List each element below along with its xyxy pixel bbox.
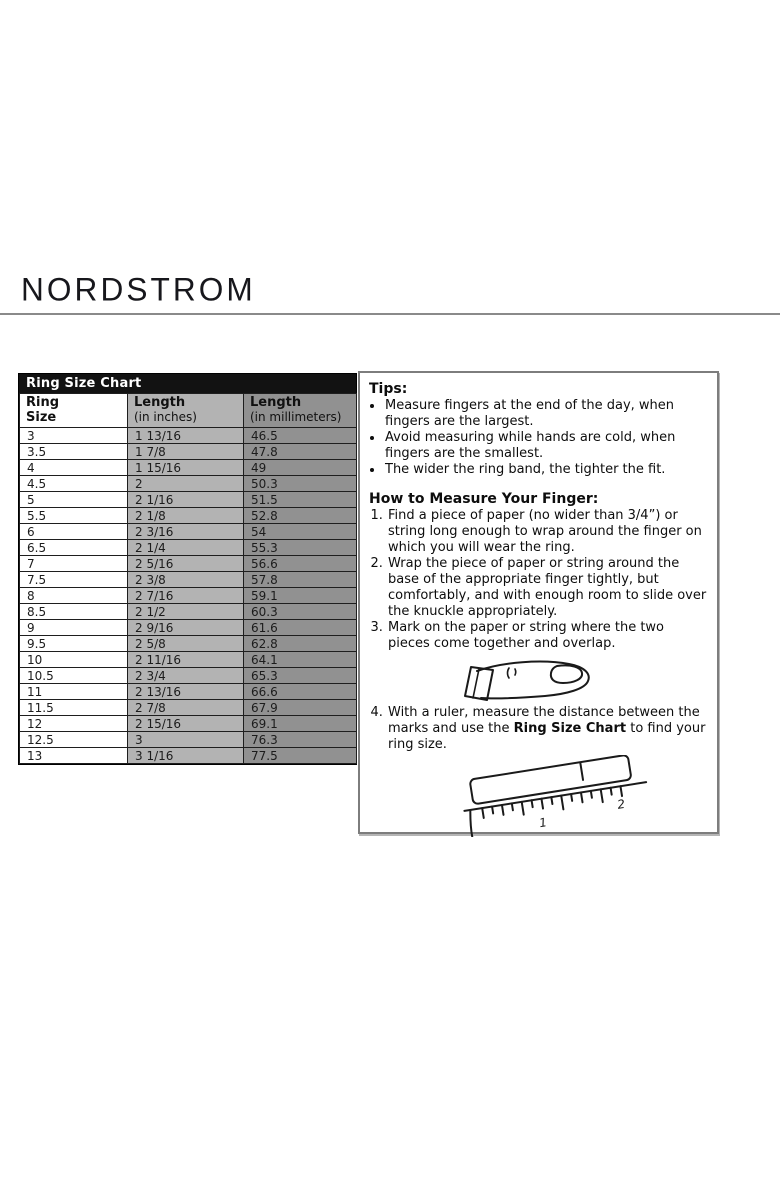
cell-length-mm: 66.6 [244, 684, 357, 700]
cell-length-inches: 2 1/2 [128, 604, 244, 620]
tip-item: • The wider the ring band, the tighter the fit. [384, 462, 709, 478]
cell-length-inches: 2 15/16 [128, 716, 244, 732]
cell-ring-size: 12 [20, 716, 128, 732]
cell-length-mm: 56.6 [244, 556, 357, 572]
table-row [20, 716, 357, 732]
cell-ring-size: 6 [20, 524, 128, 540]
header-length-inches [128, 394, 244, 428]
tips-list [369, 398, 709, 478]
table-row [20, 460, 357, 476]
cell-length-inches: 2 11/16 [128, 652, 244, 668]
cell-ring-size: 5.5 [20, 508, 128, 524]
cell-length-inches: 2 [128, 476, 244, 492]
cell-length-mm: 49 [244, 460, 357, 476]
cell-length-mm: 47.8 [244, 444, 357, 460]
cell-ring-size: 7 [20, 556, 128, 572]
cell-length-inches: 1 13/16 [128, 428, 244, 444]
step4-text-end: to find your ring size. [388, 721, 706, 752]
table-row [20, 636, 357, 652]
steps-list-continued [369, 705, 709, 753]
ring-size-chart [18, 373, 357, 765]
cell-length-mm: 60.3 [244, 604, 357, 620]
cell-length-mm: 61.6 [244, 620, 357, 636]
finger-illustration-container [457, 655, 709, 703]
table-row [20, 476, 357, 492]
cell-length-mm: 77.5 [244, 748, 357, 764]
header-ring-size [20, 394, 128, 428]
table-row [20, 572, 357, 588]
table-row [20, 588, 357, 604]
step-item: 1. Find a piece of paper (no wider than 3/4”) or string long enough to wrap around the finger on which you will wear the ring. [387, 508, 709, 556]
cell-length-mm: 76.3 [244, 732, 357, 748]
ruler-label-1: 1 [538, 815, 548, 831]
header-divider-line [0, 313, 780, 315]
cell-length-inches: 2 7/16 [128, 588, 244, 604]
cell-length-mm: 57.8 [244, 572, 357, 588]
cell-ring-size: 12.5 [20, 732, 128, 748]
step4-text: With a ruler, measure the distance between the marks and use the [388, 705, 700, 736]
cell-ring-size: 5 [20, 492, 128, 508]
ruler-label-2: 2 [616, 796, 626, 812]
cell-ring-size: 3 [20, 428, 128, 444]
cell-length-mm: 46.5 [244, 428, 357, 444]
cell-ring-size: 7.5 [20, 572, 128, 588]
step-item [387, 705, 709, 753]
cell-length-mm: 65.3 [244, 668, 357, 684]
cell-length-mm: 59.1 [244, 588, 357, 604]
table-row [20, 732, 357, 748]
measuring-instructions-panel [358, 371, 719, 834]
cell-length-inches: 2 1/8 [128, 508, 244, 524]
cell-length-inches: 2 5/8 [128, 636, 244, 652]
step4-chart-reference: Ring Size Chart [513, 721, 627, 736]
table-body [20, 428, 357, 764]
header-length-mm-line1: Length [250, 395, 302, 410]
steps-list [369, 508, 709, 652]
cell-length-mm: 64.1 [244, 652, 357, 668]
table-row [20, 492, 357, 508]
cell-length-inches: 2 5/16 [128, 556, 244, 572]
cell-length-inches: 2 1/16 [128, 492, 244, 508]
cell-ring-size: 10 [20, 652, 128, 668]
header-ring-size-line2: Size [26, 410, 57, 425]
cell-ring-size: 8 [20, 588, 128, 604]
cell-ring-size: 9 [20, 620, 128, 636]
header-length-inches-line2: (in inches) [134, 410, 197, 424]
cell-ring-size: 9.5 [20, 636, 128, 652]
table-row [20, 652, 357, 668]
header-length-mm [244, 394, 357, 428]
cell-length-inches: 2 9/16 [128, 620, 244, 636]
cell-ring-size: 4.5 [20, 476, 128, 492]
ring-size-chart-title: Ring Size Chart [19, 374, 356, 393]
cell-ring-size: 3.5 [20, 444, 128, 460]
cell-length-inches: 1 7/8 [128, 444, 244, 460]
cell-length-mm: 51.5 [244, 492, 357, 508]
cell-ring-size: 11 [20, 684, 128, 700]
cell-length-inches: 2 3/8 [128, 572, 244, 588]
tip-item: • Avoid measuring while hands are cold, when fingers are the smallest. [384, 430, 709, 462]
table-row [20, 668, 357, 684]
cell-length-inches: 2 1/4 [128, 540, 244, 556]
cell-length-mm: 54 [244, 524, 357, 540]
table-row [20, 524, 357, 540]
table-row [20, 748, 357, 764]
cell-ring-size: 4 [20, 460, 128, 476]
header-ring-size-line1: Ring [26, 395, 60, 410]
header-length-mm-line2: (in millimeters) [250, 410, 342, 424]
tips-heading: Tips: [369, 381, 408, 397]
table-row [20, 684, 357, 700]
cell-length-mm: 50.3 [244, 476, 357, 492]
ring-size-table [19, 393, 357, 764]
table-row [20, 444, 357, 460]
table-row [20, 428, 357, 444]
ruler-icon [447, 755, 657, 837]
cell-length-inches: 2 3/4 [128, 668, 244, 684]
cell-length-inches: 2 3/16 [128, 524, 244, 540]
cell-length-mm: 55.3 [244, 540, 357, 556]
table-row [20, 604, 357, 620]
cell-length-inches: 2 13/16 [128, 684, 244, 700]
cell-length-mm: 69.1 [244, 716, 357, 732]
cell-ring-size: 8.5 [20, 604, 128, 620]
ruler-illustration-container [447, 755, 709, 837]
nordstrom-logo: NORDSTROM [21, 271, 256, 308]
table-row [20, 620, 357, 636]
header-length-inches-line1: Length [134, 395, 186, 410]
cell-length-mm: 67.9 [244, 700, 357, 716]
cell-length-inches: 2 7/8 [128, 700, 244, 716]
cell-ring-size: 11.5 [20, 700, 128, 716]
cell-length-inches: 3 1/16 [128, 748, 244, 764]
step-item: 2. Wrap the piece of paper or string around the base of the appropriate finger tightly, but comfortably, and with enough room to slide over the knuckle appropriately. [387, 556, 709, 620]
cell-length-mm: 52.8 [244, 508, 357, 524]
table-row [20, 508, 357, 524]
cell-length-mm: 62.8 [244, 636, 357, 652]
table-row [20, 556, 357, 572]
tip-item: • Measure fingers at the end of the day, when fingers are the largest. [384, 398, 709, 430]
cell-ring-size: 13 [20, 748, 128, 764]
how-to-heading: How to Measure Your Finger: [369, 491, 599, 507]
cell-ring-size: 10.5 [20, 668, 128, 684]
cell-length-inches: 3 [128, 732, 244, 748]
finger-with-paper-icon [457, 655, 597, 703]
table-row [20, 700, 357, 716]
step-item: 3. Mark on the paper or string where the two pieces come together and overlap. [387, 620, 709, 652]
cell-length-inches: 1 15/16 [128, 460, 244, 476]
table-row [20, 540, 357, 556]
cell-ring-size: 6.5 [20, 540, 128, 556]
table-header-row [20, 394, 357, 428]
